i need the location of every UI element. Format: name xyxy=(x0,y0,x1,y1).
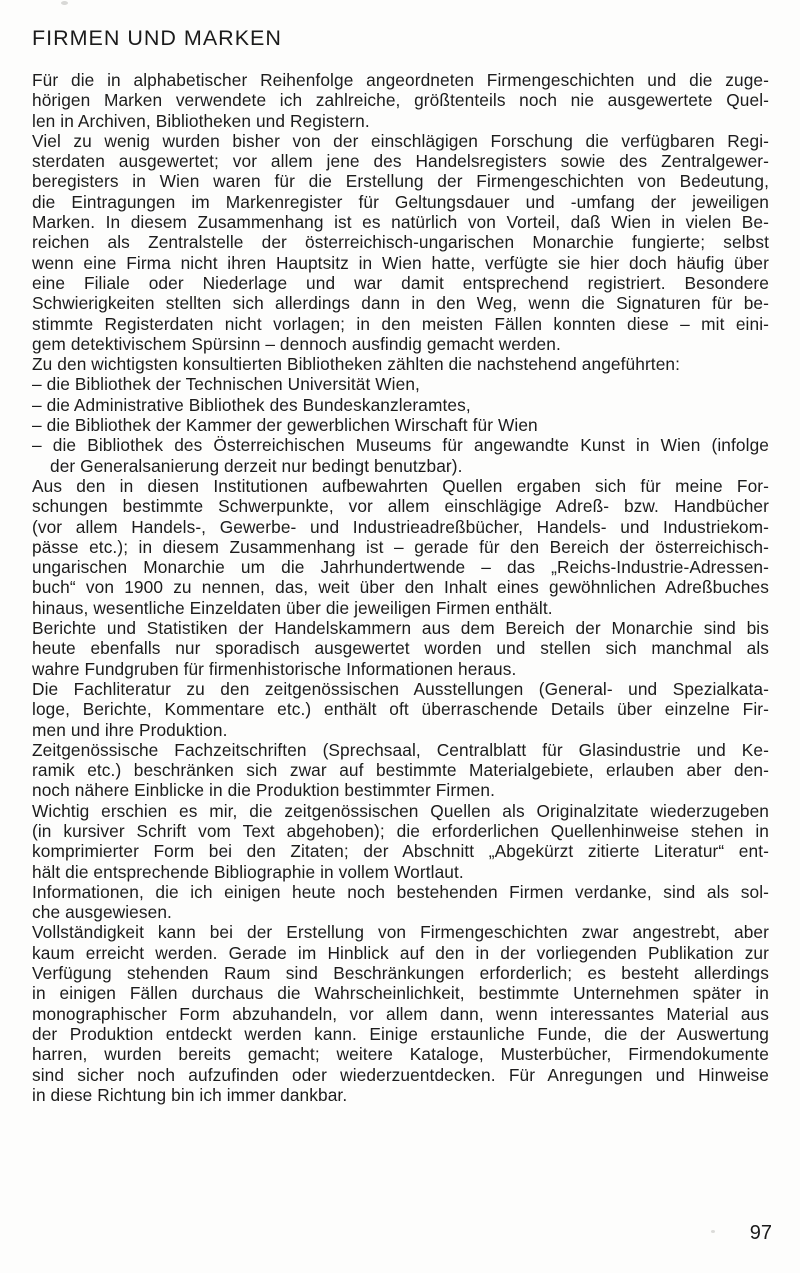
text-line: Schwierigkeiten stellten sich allerdings dann in den Weg, wenn die Signaturen für be- xyxy=(32,293,769,314)
text-line: hält die entsprechende Bibliographie in vollem Wortlaut. xyxy=(32,861,464,882)
text-line: komprimierter Form bei den Zitaten; der Abschnitt „Abgekürzt zitierte Literatur“ ent- xyxy=(32,841,769,862)
text-line: Zu den wichtigsten konsultierten Bibliotheken zählten die nachstehend angeführten: xyxy=(32,354,681,375)
page-number: 97 xyxy=(749,1222,772,1244)
text-line: der Produktion entdeckt werden kann. Einige erstaunliche Funde, die der Auswertung xyxy=(32,1023,769,1044)
text-line: ungarischen Monarchie um die Jahrhundertwende – das „Reichs-Industrie-Adressen- xyxy=(32,557,769,578)
text-line: noch nähere Einblicke in die Produktion bestimmter Firmen. xyxy=(32,780,496,801)
text-line: die Eintragungen im Markenregister für Geltungsdauer und -umfang der jeweiligen xyxy=(32,191,769,212)
text-line: der Generalsanierung derzeit nur bedingt benutzbar). xyxy=(50,455,463,476)
text-line: harren, wurden bereits gemacht; weitere Kataloge, Musterbücher, Firmendokumente xyxy=(32,1044,769,1065)
text-line: kaum erreicht werden. Gerade im Hinblick auf den in der vorliegenden Publikation zur xyxy=(32,942,769,963)
text-line: loge, Berichte, Kommentare etc.) enthält oft überraschende Details über einzelne Fir- xyxy=(32,699,769,720)
text-line: Berichte und Statistiken der Handelskammern aus dem Bereich der Monarchie sind bis xyxy=(32,618,769,639)
text-line: wenn eine Firma nicht ihren Hauptsitz in Wien hatte, verfügte sie hier doch häufig über xyxy=(32,252,769,273)
text-line: Vollständigkeit kann bei der Erstellung von Firmengeschichten zwar angestrebt, aber xyxy=(32,922,769,943)
text-line: buch“ von 1900 zu nennen, das, weit über den Inhalt eines gewöhnlichen Adreßbuches xyxy=(32,577,769,598)
scan-artifact-dot xyxy=(711,1230,715,1233)
text-line: (vor allem Handels-, Gewerbe- und Industrieadreßbücher, Handels- und Industriekom- xyxy=(32,516,769,537)
text-line: sterdaten ausgewertet; vor allem jene des Handelsregisters sowie des Zentralgewer- xyxy=(32,151,769,172)
text-line: in einigen Fällen durchaus die Wahrscheinlichkeit, bestimmte Unternehmen später in xyxy=(32,983,769,1004)
text-line: hinaus, wesentliche Einzeldaten über die jeweiligen Firmen enthält. xyxy=(32,597,553,618)
text-line: monographischer Form abzuhandeln, vor allem dann, wenn interessantes Material aus xyxy=(32,1003,769,1024)
text-line: Marken. In diesem Zusammenhang ist es natürlich von Vorteil, daß Wien in vielen Be- xyxy=(32,212,769,233)
text-line: ramik etc.) beschränken sich zwar auf bestimmte Materialgebiete, erlauben aber den- xyxy=(32,760,769,781)
text-line: – die Bibliothek der Kammer der gewerblichen Wirschaft für Wien xyxy=(32,415,538,436)
text-line: che ausgewiesen. xyxy=(32,902,172,923)
text-line: men und ihre Produktion. xyxy=(32,719,228,740)
text-line: eine Filiale oder Niederlage und war damit entsprechend registriert. Besondere xyxy=(32,272,769,293)
text-line: schungen bestimmte Schwerpunkte, vor allem einschlägige Adreß- bzw. Handbücher xyxy=(32,496,769,517)
text-line: Viel zu wenig wurden bisher von der einschlägigen Forschung die verfügbaren Regi- xyxy=(32,130,769,151)
text-line: reichen als Zentralstelle der österreichisch-ungarischen Monarchie fungierte; selbst xyxy=(32,232,769,253)
text-line: (in kursiver Schrift vom Text abgehoben); die erforderlichen Quellenhinweise stehen in xyxy=(32,820,769,841)
text-line: sind sicher noch aufzufinden oder wiederzuentdecken. Für Anregungen und Hinweise xyxy=(32,1064,769,1085)
text-line: – die Bibliothek des Österreichischen Museums für angewandte Kunst in Wien (infolge xyxy=(32,435,769,456)
text-line: Verfügung stehenden Raum sind Beschränkungen erforderlich; es besteht allerdings xyxy=(32,963,769,984)
text-line: in diese Richtung bin ich immer dankbar. xyxy=(32,1084,348,1105)
scan-artifact-dot xyxy=(61,1,68,5)
text-line: beregisters in Wien waren für die Erstellung der Firmengeschichten von Bedeutung, xyxy=(32,171,769,192)
text-line: Wichtig erschien es mir, die zeitgenössischen Quellen als Originalzitate wiederzugeben xyxy=(32,800,769,821)
text-line: wahre Fundgruben für firmenhistorische Informationen heraus. xyxy=(32,658,517,679)
text-line: heute ebenfalls nur sporadisch ausgewertet worden und stellen sich manchmal als xyxy=(32,638,769,659)
text-line: len in Archiven, Bibliotheken und Registern. xyxy=(32,110,370,131)
text-line: pässe etc.); in diesem Zusammenhang ist – gerade für den Bereich der österreichisch- xyxy=(32,536,769,557)
text-line: stimmte Registerdaten nicht vorlagen; in den meisten Fällen konnten diese – mit eini- xyxy=(32,313,769,334)
text-line: Für die in alphabetischer Reihenfolge angeordneten Firmengeschichten und die zuge- xyxy=(32,70,769,90)
text-line: – die Bibliothek der Technischen Universität Wien, xyxy=(32,374,420,395)
body-text-column xyxy=(32,70,769,1105)
text-line: Zeitgenössische Fachzeitschriften (Sprechsaal, Centralblatt für Glasindustrie und Ke- xyxy=(32,739,769,760)
page-heading: FIRMEN UND MARKEN xyxy=(32,26,282,50)
text-line: hörigen Marken verwendete ich zahlreiche, größtenteils noch nie ausgewertete Quel- xyxy=(32,90,769,111)
text-line: Die Fachliteratur zu den zeitgenössischen Ausstellungen (General- und Spezialkata- xyxy=(32,678,769,699)
text-line: Aus den in diesen Institutionen aufbewahrten Quellen ergaben sich für meine For- xyxy=(32,475,769,496)
text-line: – die Administrative Bibliothek des Bundeskanzleramtes, xyxy=(32,394,471,415)
text-line: gem detektivischem Spürsinn – dennoch ausfindig gemacht werden. xyxy=(32,333,561,354)
text-line: Informationen, die ich einigen heute noch bestehenden Firmen verdanke, sind als sol- xyxy=(32,881,769,902)
